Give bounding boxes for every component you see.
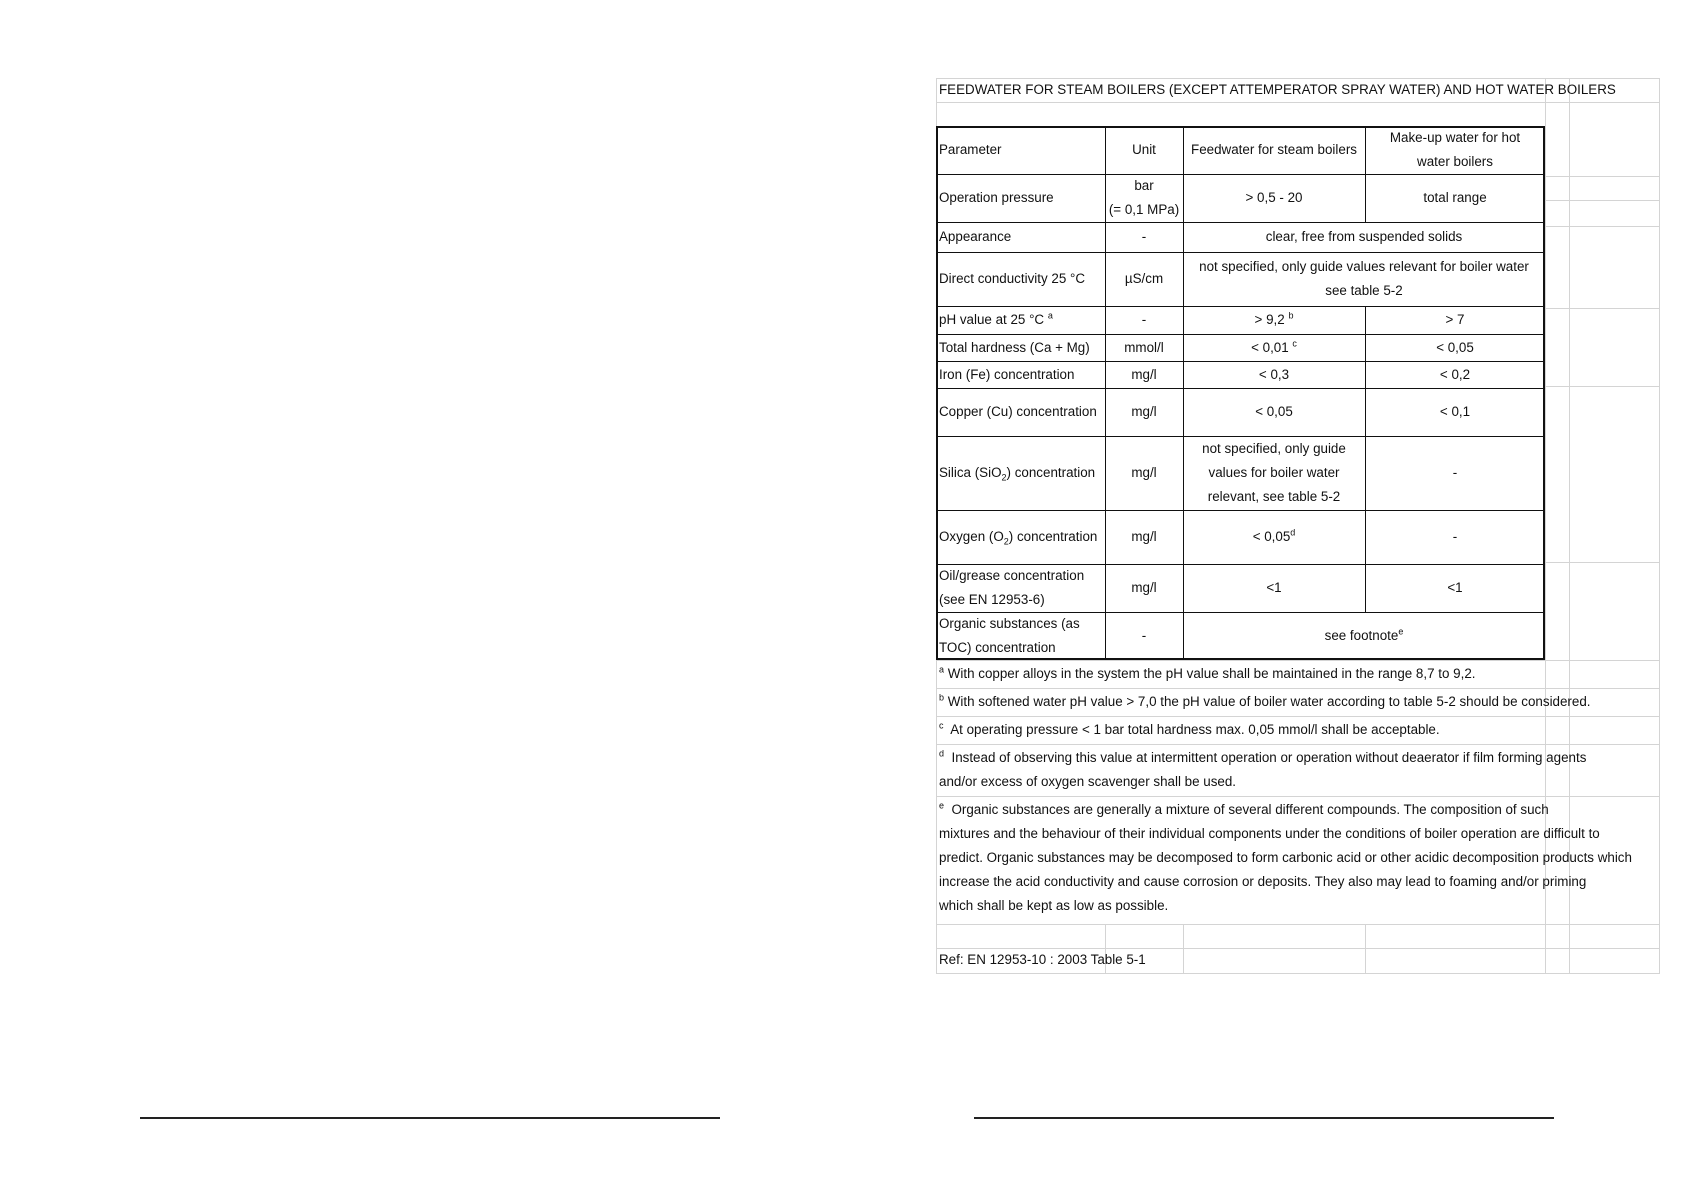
row-organic-param: Organic substances (as TOC) concentration (939, 616, 1080, 655)
grid-row-line (1545, 386, 1660, 387)
row-ph-param: pH value at 25 °C $^a$ (939, 310, 1053, 327)
row-copper-param: Copper (Cu) concentration (939, 404, 1097, 419)
row-copper-steam: < 0,05 (1255, 404, 1293, 419)
row-silica-hot: - (1452, 465, 1458, 480)
spreadsheet-table (936, 78, 1660, 974)
row-iron-unit: mg/l (1131, 366, 1157, 382)
row-silica-steam: not specified, only guide values for boiler water relevant, see table 5-2 (1202, 441, 1346, 504)
row-appearance-param: Appearance (939, 229, 1012, 244)
grid-row-line (1545, 308, 1660, 309)
grid-row-line (1545, 226, 1660, 227)
row-oxygen-steam: < 0,05$^d$ (1252, 527, 1296, 544)
row-hardness-steam: < 0,01 $^c$ (1251, 338, 1297, 355)
row-ph-unit: - (1141, 312, 1147, 327)
row-oil-steam: <1 (1266, 580, 1282, 595)
row-iron-steam: < 0,3 (1258, 366, 1290, 382)
grid-col-line (1365, 924, 1366, 974)
header-parameter: Parameter (939, 142, 1002, 157)
footnote-c: $^c$ At operating pressure < 1 bar total hardness max. 0,05 mmol/l shall be acceptable. (939, 720, 1440, 737)
row-oxygen-hot: - (1452, 529, 1458, 544)
left-page-footer-rule (140, 1117, 720, 1119)
footnote-d-line1: $^d$ Instead of observing this value at intermittent operation or operation without deaerator if film forming agents (939, 748, 1587, 765)
grid-row-line (1545, 200, 1660, 201)
grid-row-line (936, 796, 1660, 797)
row-op-pressure-hot: total range (1423, 190, 1487, 205)
row-ph-hot: > 7 (1445, 312, 1465, 327)
row-copper-unit: mg/l (1131, 404, 1157, 419)
row-hardness-unit: mmol/l (1124, 339, 1164, 355)
right-page-footer-rule (974, 1117, 1554, 1119)
row-appearance-unit: - (1141, 229, 1147, 244)
footnote-e-line1: $^e$ Organic substances are generally a mixture of several different compounds. The composition of such (939, 800, 1549, 817)
header-makeup: Make-up water for hot water boilers (1389, 130, 1521, 169)
footnote-d-line2: and/or excess of oxygen scavenger shall be used. (939, 774, 1237, 789)
grid-row-line (936, 744, 1660, 745)
row-conductivity-param: Direct conductivity 25 °C (939, 271, 1086, 286)
grid-col-line (1183, 924, 1184, 974)
footnote-e-line4: increase the acid conductivity and cause corrosion or deposits. They also may lead to foaming and/or priming (939, 874, 1587, 889)
row-organic-unit: - (1141, 628, 1147, 643)
row-oxygen-param: Oxygen $(O_2)$ concentration (939, 529, 1098, 547)
grid-row-line (1545, 176, 1660, 177)
row-op-pressure-steam: > 0,5 - 20 (1245, 190, 1303, 205)
row-copper-hot: < 0,1 (1439, 404, 1471, 419)
table-title: FEEDWATER FOR STEAM BOILERS (EXCEPT ATTEMPERATOR SPRAY WATER) AND HOT WATER BOILERS (939, 82, 1616, 97)
table-reference: Ref: EN 12953-10 : 2003 Table 5-1 (939, 952, 1146, 967)
row-iron-hot: < 0,2 (1439, 366, 1471, 382)
grid-row-line (936, 102, 1660, 103)
footnote-b: $^b$ With softened water pH value > 7,0 the pH value of boiler water according to table 5-2 should be considered. (939, 692, 1591, 709)
row-hardness-hot: < 0,05 (1436, 339, 1474, 355)
row-conductivity-merged: not specified, only guide values relevant for boiler water see table 5-2 (1199, 259, 1529, 298)
row-oil-unit: mg/l (1131, 580, 1157, 595)
footnote-e-line5: which shall be kept as low as possible. (939, 898, 1169, 913)
row-conductivity-unit: µS/cm (1124, 271, 1164, 286)
header-steam: Feedwater for steam boilers (1191, 142, 1357, 157)
grid-row-line (1545, 562, 1660, 563)
row-appearance-merged: clear, free from suspended solids (1265, 229, 1463, 244)
grid-row-line (936, 688, 1660, 689)
footnote-a: $^a$ With copper alloys in the system the pH value shall be maintained in the range 8,7 to 9,2. (939, 664, 1476, 681)
row-op-pressure-param: Operation pressure (939, 190, 1054, 205)
grid-row-line (936, 924, 1660, 925)
footnote-e-line3: predict. Organic substances may be decomposed to form carbonic acid or other acidic decomposition products which (939, 850, 1632, 865)
row-ph-steam: > 9,2 $^b$ (1254, 310, 1294, 327)
footnote-e-line2: mixtures and the behaviour of their individual components under the conditions of boiler operation are difficult to (939, 826, 1600, 841)
row-oil-param: Oil/grease concentration (see EN 12953-6) (939, 568, 1085, 607)
grid-row-line (936, 660, 1660, 661)
row-organic-merged: see footnote$^e$ (1324, 626, 1404, 643)
grid-row-line (936, 716, 1660, 717)
row-oil-hot: <1 (1447, 580, 1463, 595)
row-silica-param: Silica (SiO$_2$) concentration (939, 465, 1096, 483)
row-oxygen-unit: mg/l (1131, 529, 1157, 544)
row-op-pressure-unit: bar (= 0,1 MPa) (1108, 178, 1180, 217)
row-hardness-param: Total hardness (Ca + Mg) (939, 339, 1090, 355)
row-silica-unit: mg/l (1131, 465, 1157, 480)
row-iron-param: Iron (Fe) concentration (939, 366, 1075, 382)
header-unit: Unit (1132, 142, 1156, 157)
